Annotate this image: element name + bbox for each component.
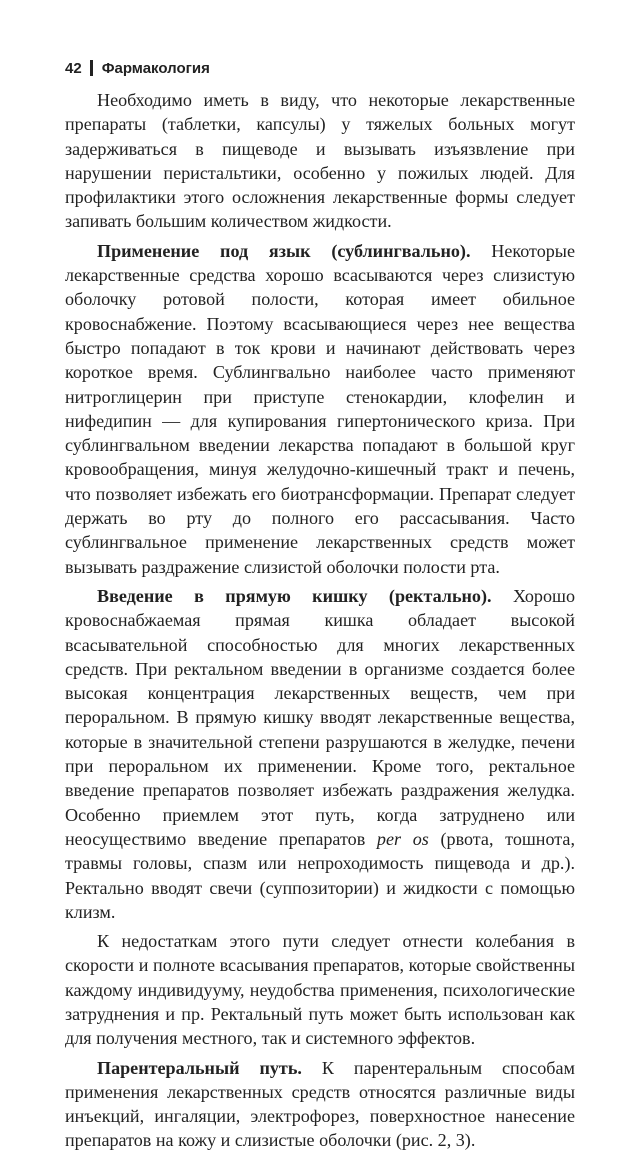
paragraph-rectal-drawbacks xyxy=(65,929,575,1050)
header-divider xyxy=(90,60,93,76)
section-lead-sublingual: Применение под язык (сублингвально). xyxy=(97,240,471,261)
paragraph-text: К недостаткам этого пути следует отнести колебания в скорости и полноте всасывания препаратов, которые свойственны каждому индивидууму, неудобства применения, психологические затруднения и пр. Ректальный путь может быть использован как для получения местного, так и системного эффектов. xyxy=(65,931,575,1049)
book-page xyxy=(65,58,575,1153)
book-title: Фармакология xyxy=(101,59,210,77)
paragraph-text: Необходимо иметь в виду, что некоторые лекарственные препараты (таблетки, капсулы) у тяжелых больных могут задерживаться в пищеводе и вызывать изъязвление при нарушении перистальтики, особенно у пожилых людей. Для профилактики этого осложнения лекарственные формы следует запивать большим количеством жидкости. xyxy=(65,90,575,232)
paragraph-text: К парентеральным способам применения лекарственных средств относятся различные виды инъекций, ингаляции, электрофорез, поверхностное нанесение препаратов на кожу и слизистые оболочки (рис. 2, 3). xyxy=(65,1057,575,1151)
section-lead-rectal: Введение в прямую кишку (ректально). xyxy=(97,585,492,606)
paragraph-sublingual xyxy=(65,239,575,579)
page-number: 42 xyxy=(65,59,82,77)
paragraph-text: (рвота, тошнота, травмы головы, спазм или непроходимость пищевода и др.). Ректально вводят свечи (суппозитории) и жидкости с помощью клизм. xyxy=(65,828,575,922)
paragraph-text: Хорошо кровоснабжаемая прямая кишка обладает высокой всасывательной способностью для многих лекарственных средств. При ректальном введении в организме создается более высокая концентрация лекарственных веществ, чем при пероральном. В прямую кишку вводят лекарственные вещества, которые в значительной степени разрушаются в желудке, печени при пероральном их применении. Кроме того, ректальное введение препаратов позволяет избежать раздражения желудка. Особенно приемлем этот путь, когда затруднено или неосуществимо введение препаратов xyxy=(65,585,575,849)
section-lead-parenteral: Парентеральный путь. xyxy=(97,1057,302,1078)
paragraph-swallowing-note xyxy=(65,88,575,234)
running-head xyxy=(65,58,575,78)
latin-term: per os xyxy=(376,828,429,849)
paragraph-text: Некоторые лекарственные средства хорошо всасываются через слизистую оболочку ротовой полости, которая имеет обильное кровоснабжение. Поэтому всасывающиеся через нее вещества быстро попадают в ток крови и начинают действовать через короткое время. Сублингвально наиболее часто применяют нитроглицерин при приступе стенокардии, клофелин и нифедипин — для купирования гипертонического криза. При сублингвальном введении лекарства попадают в большой круг кровообращения, минуя желудочно-кишечный тракт и печень, что позволяет избежать его биотрансформации. Препарат следует держать во рту до полного его рассасывания. Часто сублингвальное применение лекарственных средств может вызывать раздражение слизистой оболочки полости рта. xyxy=(65,240,575,577)
paragraph-parenteral xyxy=(65,1056,575,1153)
paragraph-rectal xyxy=(65,584,575,924)
